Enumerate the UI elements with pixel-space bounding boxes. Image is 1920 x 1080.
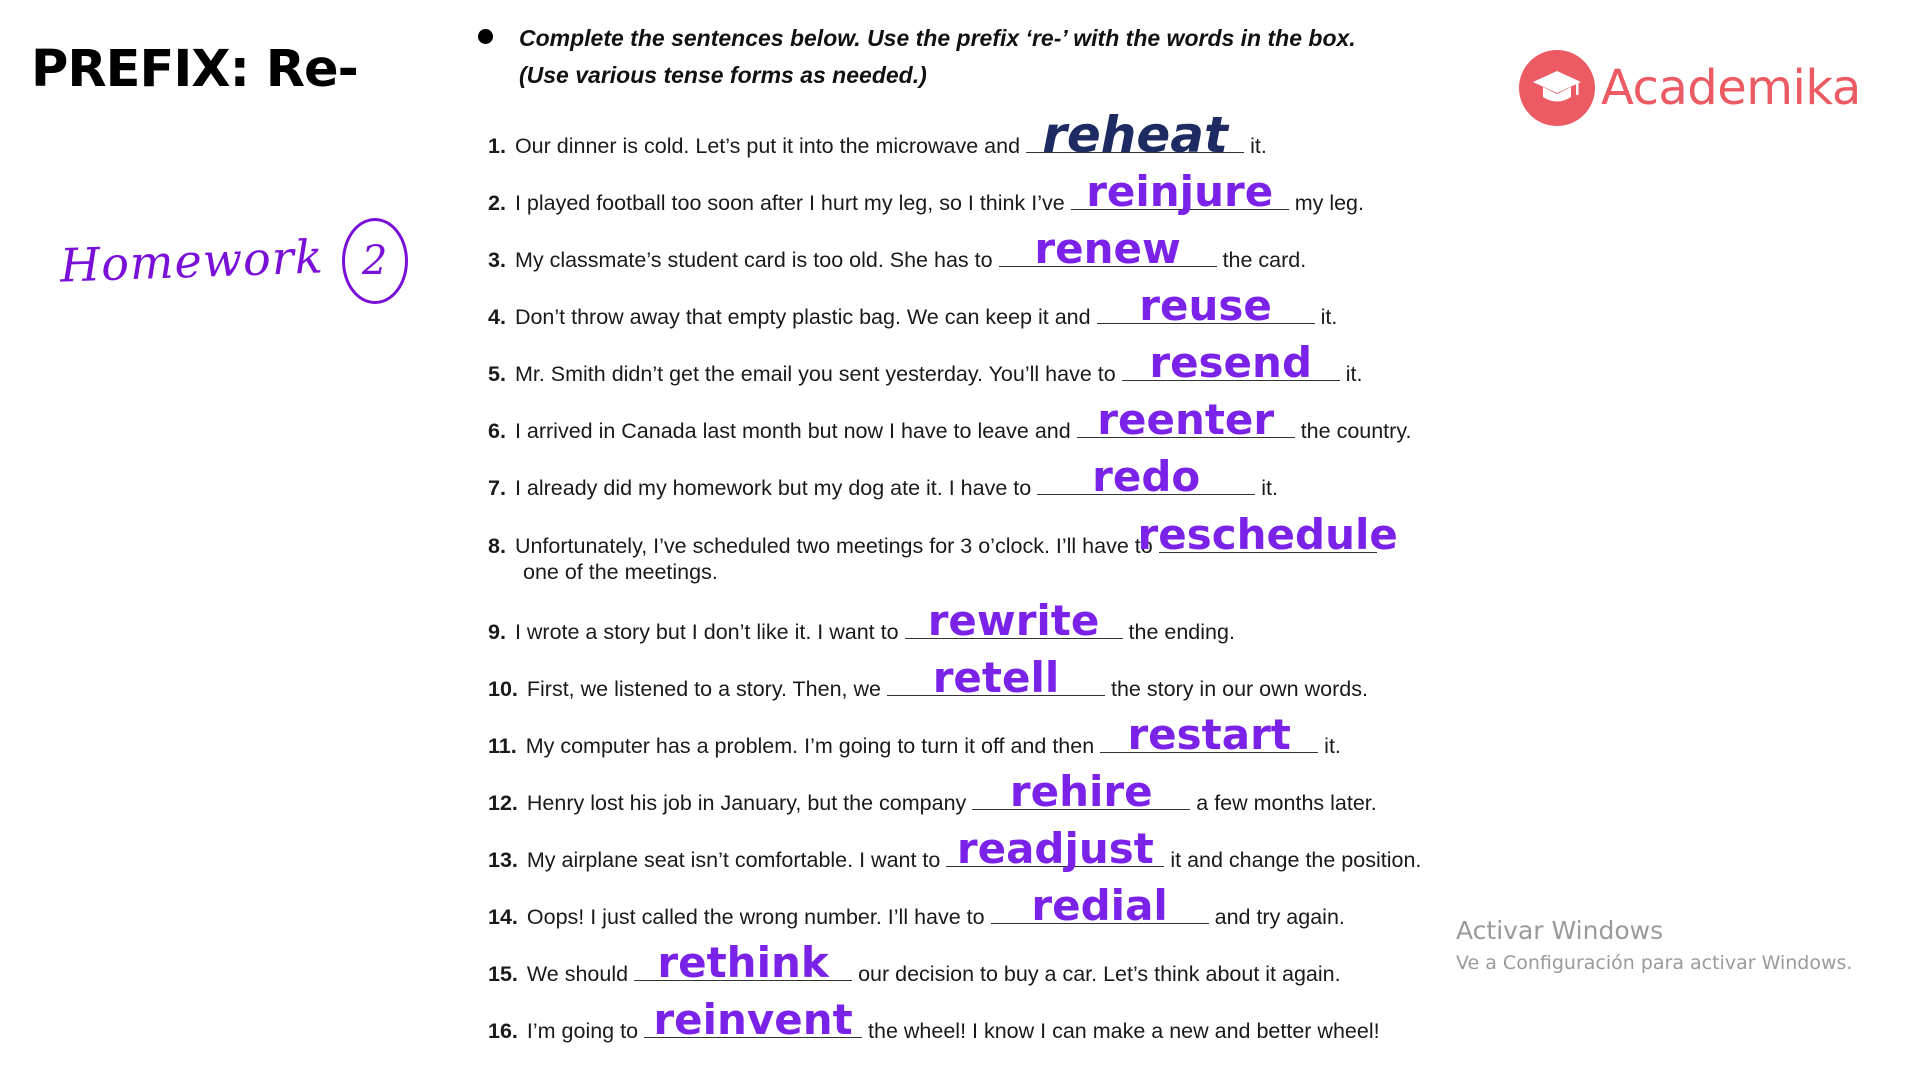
sentence-before: My airplane seat isn’t comfortable. I want to xyxy=(526,848,941,872)
answer-text: reinvent xyxy=(653,995,853,1044)
homework-annotation xyxy=(60,218,408,304)
sentence-item xyxy=(488,596,1235,646)
homework-number-circle xyxy=(342,218,408,304)
sentence-before: I arrived in Canada last month but now I have to leave and xyxy=(514,419,1071,443)
sentence-number: 13. xyxy=(488,848,518,872)
answer-text: reenter xyxy=(1097,395,1275,444)
answer-text: redial xyxy=(1031,881,1168,930)
answer-text: rehire xyxy=(1009,767,1153,816)
sentence-after: it. xyxy=(1250,134,1267,158)
answer-text: rethink xyxy=(657,938,829,987)
answer-blank[interactable] xyxy=(1037,452,1255,501)
sentence-item xyxy=(488,938,1341,988)
sentence-item xyxy=(488,653,1368,703)
answer-blank[interactable] xyxy=(644,995,862,1044)
sentence-number: 16. xyxy=(488,1019,518,1043)
sentence-before: We should xyxy=(526,962,629,986)
sentence-after: it. xyxy=(1261,476,1278,500)
answer-blank[interactable] xyxy=(634,938,852,987)
sentence-number: 4. xyxy=(488,305,506,329)
answer-blank[interactable] xyxy=(1137,510,1398,559)
sentence-number: 15. xyxy=(488,962,518,986)
sentence-item xyxy=(488,995,1380,1045)
sentence-number: 9. xyxy=(488,620,506,644)
instructions-line-1: Complete the sentences below. Use the prefix ‘re-’ with the words in the box. xyxy=(519,25,1356,51)
answer-text: reinjure xyxy=(1086,167,1274,216)
sentence-number: 2. xyxy=(488,191,506,215)
sentence-after: and try again. xyxy=(1214,905,1345,929)
answer-text: reheat xyxy=(1042,106,1228,164)
answer-text: resend xyxy=(1149,338,1313,387)
answer-text: redo xyxy=(1092,452,1201,501)
sentence-before: I’m going to xyxy=(526,1019,639,1043)
page-title: PREFIX: Re- xyxy=(31,40,358,99)
sentence-item xyxy=(488,767,1377,817)
sentence-after: it. xyxy=(1345,362,1363,386)
sentence-item xyxy=(488,224,1307,274)
answer-text: readjust xyxy=(956,824,1154,873)
sentence-after: the ending. xyxy=(1128,620,1235,644)
watermark-subtitle: Ve a Configuración para activar Windows. xyxy=(1456,952,1853,974)
sentence-number: 7. xyxy=(488,476,506,500)
answer-blank[interactable] xyxy=(1071,167,1289,216)
sentence-before: Oops! I just called the wrong number. I’ll have to xyxy=(526,905,985,929)
sentence-item xyxy=(488,167,1364,217)
answer-blank[interactable] xyxy=(991,881,1209,930)
answer-text: retell xyxy=(932,653,1060,702)
answer-text: reuse xyxy=(1139,281,1272,330)
sentence-item xyxy=(488,395,1412,445)
watermark-title: Activar Windows xyxy=(1456,916,1664,945)
sentence-before: Our dinner is cold. Let’s put it into the microwave and xyxy=(514,134,1021,158)
sentence-after: it and change the position. xyxy=(1170,848,1422,872)
sentence-item xyxy=(488,106,1267,164)
sentence-before: Mr. Smith didn’t get the email you sent yesterday. You’ll have to xyxy=(514,362,1116,386)
sentence-continuation: one of the meetings. xyxy=(523,560,718,584)
sentence-before: Henry lost his job in January, but the company xyxy=(526,791,967,815)
answer-text: restart xyxy=(1127,710,1291,759)
sentence-before: I played football too soon after I hurt my leg, so I think I’ve xyxy=(514,191,1065,215)
sentence-after: my leg. xyxy=(1294,191,1364,215)
sentence-item xyxy=(488,710,1341,760)
sentence-item xyxy=(488,510,1398,560)
sentence-number: 8. xyxy=(488,534,506,558)
homework-number: 2 xyxy=(361,238,388,284)
sentence-before: Unfortunately, I’ve scheduled two meetings for 3 o’clock. I’ll have to xyxy=(514,534,1153,558)
sentence-item xyxy=(488,452,1278,502)
sentence-after: our decision to buy a car. Let’s think about it again. xyxy=(858,962,1341,986)
sentence-item xyxy=(488,281,1338,331)
sentence-number: 12. xyxy=(488,791,518,815)
answer-blank[interactable] xyxy=(887,653,1105,702)
answer-text: renew xyxy=(1034,224,1181,273)
academika-logo xyxy=(1519,50,1861,126)
graduation-cap-icon xyxy=(1519,50,1595,126)
sentence-after: it. xyxy=(1324,734,1341,758)
homework-label: Homework xyxy=(59,229,325,293)
sentence-item xyxy=(488,338,1363,388)
answer-blank[interactable] xyxy=(905,596,1123,645)
sentence-before: My computer has a problem. I’m going to turn it off and then xyxy=(525,734,1095,758)
answer-blank[interactable] xyxy=(1122,338,1340,387)
answer-text: reschedule xyxy=(1137,510,1398,559)
bullet-icon xyxy=(478,29,493,44)
sentence-item xyxy=(488,824,1422,874)
sentence-after: the wheel! I know I can make a new and better wheel! xyxy=(868,1019,1380,1043)
answer-text: rewrite xyxy=(927,596,1100,645)
sentence-number: 11. xyxy=(488,734,517,758)
instructions xyxy=(478,20,1356,94)
sentence-number: 1. xyxy=(488,134,506,158)
sentence-before: First, we listened to a story. Then, we xyxy=(526,677,881,701)
answer-blank[interactable] xyxy=(1026,106,1244,164)
answer-blank[interactable] xyxy=(1097,281,1315,330)
sentence-after: a few months later. xyxy=(1196,791,1377,815)
answer-blank[interactable] xyxy=(972,767,1190,816)
windows-activation-watermark xyxy=(1456,914,1852,978)
sentence-item xyxy=(488,881,1345,931)
sentence-after: the card. xyxy=(1222,248,1307,272)
sentence-before: I wrote a story but I don’t like it. I want to xyxy=(514,620,899,644)
sentence-before: I already did my homework but my dog ate it. I have to xyxy=(514,476,1032,500)
answer-blank[interactable] xyxy=(946,824,1164,873)
logo-wordmark: Academika xyxy=(1601,60,1861,116)
sentence-number: 5. xyxy=(488,362,506,386)
sentence-number: 10. xyxy=(488,677,518,701)
answer-blank[interactable] xyxy=(1100,710,1318,759)
sentence-before: Don’t throw away that empty plastic bag. We can keep it and xyxy=(514,305,1091,329)
instructions-line-2: (Use various tense forms as needed.) xyxy=(519,62,927,88)
sentence-number: 3. xyxy=(488,248,506,272)
sentence-number: 6. xyxy=(488,419,506,443)
sentence-number: 14. xyxy=(488,905,518,929)
sentence-before: My classmate’s student card is too old. She has to xyxy=(514,248,993,272)
sentence-after: the country. xyxy=(1300,419,1412,443)
instructions-text xyxy=(519,20,1356,94)
answer-blank[interactable] xyxy=(999,224,1217,273)
sentence-after: the story in our own words. xyxy=(1111,677,1368,701)
answer-blank[interactable] xyxy=(1077,395,1295,444)
sentence-after: it. xyxy=(1320,305,1338,329)
